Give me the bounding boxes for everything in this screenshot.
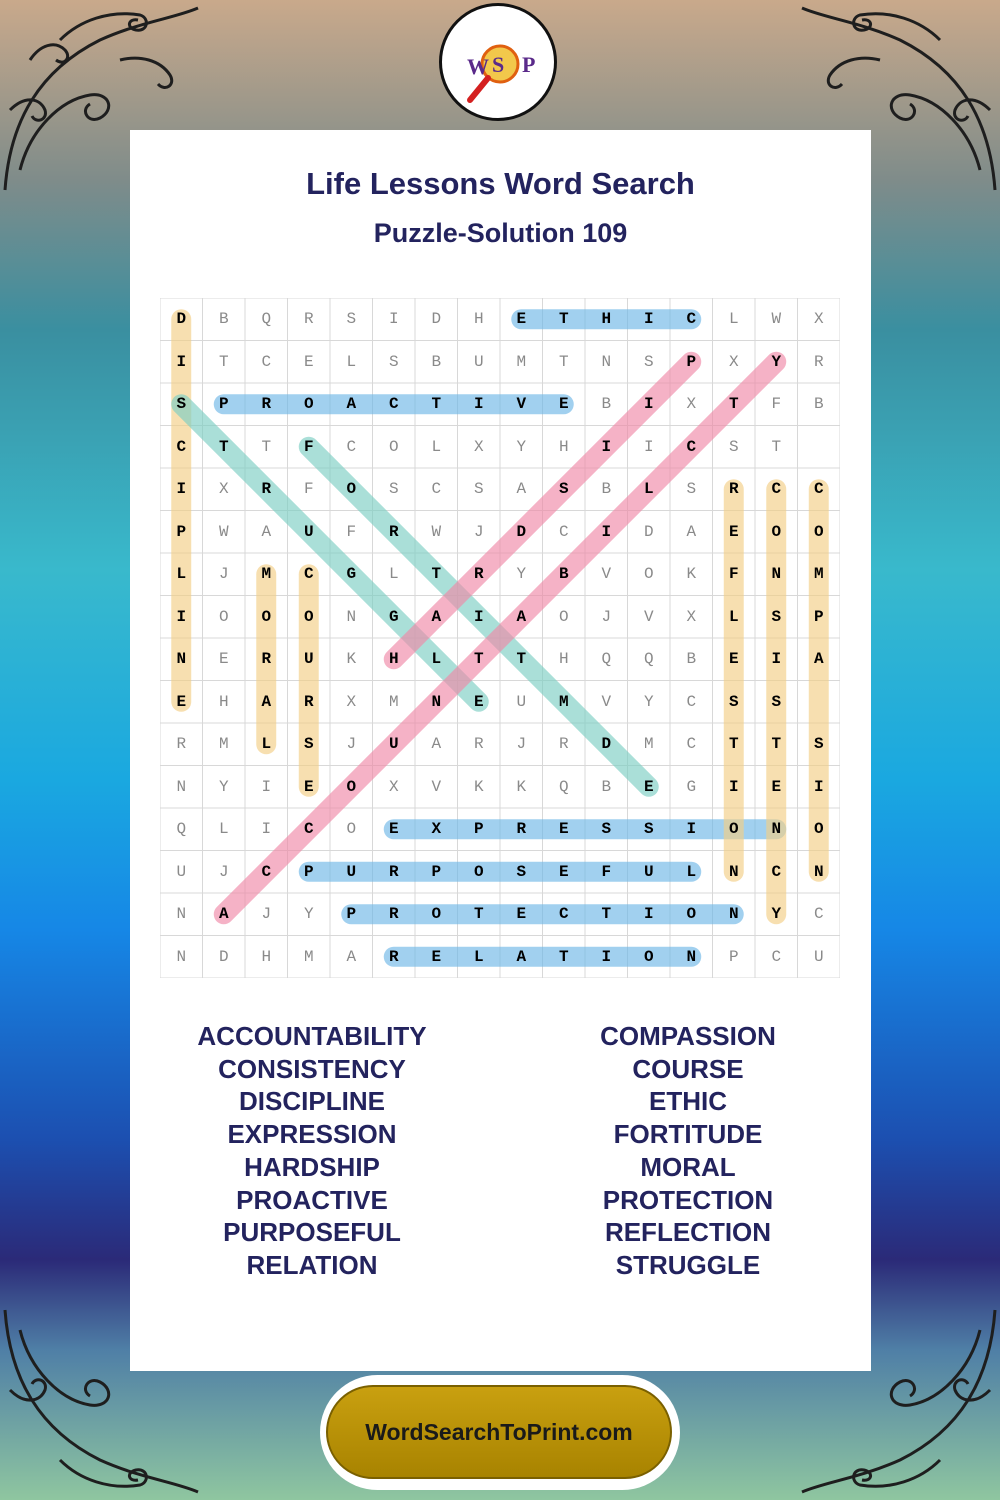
word-list-item: DISCIPLINE <box>239 1086 385 1117</box>
grid-cell: I <box>601 522 612 541</box>
grid-cell: S <box>303 735 314 754</box>
grid-cell: C <box>771 947 782 966</box>
grid-cell: A <box>431 735 442 754</box>
grid-cell: J <box>346 735 357 754</box>
grid-cell: R <box>388 522 399 541</box>
grid-cell: B <box>686 650 697 669</box>
word-list-item: RELATION <box>246 1249 378 1280</box>
grid-cell: P <box>473 820 484 839</box>
grid-cell: I <box>643 395 654 414</box>
grid-cell: Q <box>643 650 654 669</box>
grid-cell: T <box>558 310 569 329</box>
grid-cell: T <box>218 437 229 456</box>
grid-cell: C <box>303 565 314 584</box>
grid-cell: A <box>686 522 697 541</box>
grid-cell: E <box>643 777 654 796</box>
grid-cell: S <box>643 352 654 371</box>
grid-cell: M <box>218 735 229 754</box>
grid-cell: C <box>261 352 272 371</box>
footer-badge[interactable] <box>320 1375 680 1490</box>
site-logo[interactable] <box>439 3 557 121</box>
grid-cell: Y <box>643 692 654 711</box>
grid-cell: J <box>218 862 229 881</box>
grid-cell: I <box>601 437 612 456</box>
grid-cell: C <box>388 395 399 414</box>
page-subtitle: Puzzle-Solution 109 <box>373 218 628 248</box>
grid-cell: N <box>813 862 824 881</box>
grid-cell: N <box>728 862 739 881</box>
grid-cell: S <box>813 735 824 754</box>
grid-cell: P <box>218 395 229 414</box>
grid-cell: X <box>346 692 357 711</box>
word-list-left <box>142 1020 482 1282</box>
grid-cell: K <box>686 565 697 584</box>
grid-cell: I <box>388 310 399 329</box>
word-list-item: COMPASSION <box>600 1021 776 1051</box>
grid-cell: L <box>431 437 442 456</box>
grid-cell: F <box>303 437 314 456</box>
grid-cell: L <box>473 947 484 966</box>
grid-cell: L <box>346 352 357 371</box>
grid-cell: C <box>558 905 569 924</box>
grid-cell: S <box>771 607 782 626</box>
grid-cell: T <box>473 650 484 669</box>
word-list-item: MORAL <box>640 1151 736 1182</box>
grid-cell: D <box>601 735 612 754</box>
word-list-right <box>518 1020 858 1282</box>
grid-cell: N <box>601 352 612 371</box>
word-list-item: EXPRESSION <box>227 1119 397 1150</box>
grid-cell: M <box>813 565 824 584</box>
grid-cell: D <box>643 522 654 541</box>
grid-cell: O <box>813 820 824 839</box>
grid-cell: A <box>516 480 527 499</box>
grid-cell: Q <box>176 820 187 839</box>
grid-cell: C <box>686 310 697 329</box>
grid-cell: S <box>346 310 357 329</box>
word-list-item: PROACTIVE <box>236 1184 388 1215</box>
grid-cell: B <box>218 310 229 329</box>
grid-cell: O <box>643 565 654 584</box>
grid-cell: V <box>431 777 442 796</box>
grid-cell: W <box>771 310 782 329</box>
grid-cell: I <box>728 777 739 796</box>
grid-cell: S <box>686 480 697 499</box>
grid-cell: M <box>388 692 399 711</box>
grid-cell: M <box>558 692 569 711</box>
word-list-item: REFLECTION <box>604 1217 772 1248</box>
grid-cell: N <box>176 947 187 966</box>
grid-cell: O <box>686 905 697 924</box>
grid-cell: T <box>218 352 229 371</box>
grid-cell: R <box>303 310 314 329</box>
grid-cell: S <box>601 820 612 839</box>
grid-cell: G <box>388 607 399 626</box>
grid-cell: M <box>261 565 272 584</box>
grid-cell: I <box>261 777 272 796</box>
grid-cell: S <box>643 820 654 839</box>
grid-cell: D <box>516 522 527 541</box>
grid-cell: P <box>346 905 357 924</box>
grid-cell: D <box>431 310 442 329</box>
grid-cell: S <box>388 480 399 499</box>
grid-cell: S <box>176 395 187 414</box>
grid-cell: T <box>771 735 782 754</box>
grid-cell: V <box>601 692 612 711</box>
grid-cell: F <box>346 522 357 541</box>
grid-cell: L <box>728 310 739 329</box>
grid-cell: J <box>218 565 229 584</box>
word-list-item: ACCOUNTABILITY <box>197 1021 427 1051</box>
grid-cell: A <box>516 947 527 966</box>
grid-cell: U <box>813 947 824 966</box>
word-list-item: HARDSHIP <box>244 1151 380 1182</box>
grid-cell: N <box>728 905 739 924</box>
grid-cell: S <box>516 862 527 881</box>
grid-cell: U <box>176 862 187 881</box>
word-list-item: FORTITUDE <box>613 1119 763 1150</box>
grid-cell: B <box>601 777 612 796</box>
grid-cell: Y <box>771 905 782 924</box>
footer-link[interactable]: WordSearchToPrint.com <box>326 1385 672 1479</box>
grid-cell: A <box>346 395 357 414</box>
grid-cell: S <box>728 437 739 456</box>
grid-cell: X <box>813 310 824 329</box>
grid-cell: N <box>431 692 442 711</box>
grid-cell: T <box>473 905 484 924</box>
word-list-item: COURSE <box>632 1053 744 1084</box>
grid-cell: S <box>771 692 782 711</box>
grid-cell: P <box>813 607 824 626</box>
grid-cell: L <box>686 862 697 881</box>
word-list-item: STRUGGLE <box>615 1249 761 1280</box>
grid-cell: I <box>473 395 484 414</box>
grid-cell: E <box>728 650 739 669</box>
grid-cell: E <box>558 862 569 881</box>
grid-cell: I <box>813 777 824 796</box>
grid-cell: M <box>643 735 654 754</box>
word-list-item: PURPOSEFUL <box>223 1217 401 1248</box>
grid-cell: U <box>346 862 357 881</box>
grid-cell: T <box>728 395 739 414</box>
grid-cell: O <box>261 607 272 626</box>
grid-cell: E <box>218 650 229 669</box>
grid-cell: B <box>813 395 824 414</box>
grid-cell: E <box>303 777 314 796</box>
grid-cell: H <box>388 650 399 669</box>
grid-cell: R <box>516 820 527 839</box>
grid-cell: A <box>813 650 824 669</box>
grid-cell: L <box>728 607 739 626</box>
grid-cell: T <box>516 650 527 669</box>
grid-cell: R <box>176 735 187 754</box>
grid-cell: T <box>601 905 612 924</box>
grid-cell: H <box>218 692 229 711</box>
grid-cell: C <box>686 437 697 456</box>
grid-cell: Y <box>771 352 782 371</box>
grid-cell: O <box>346 820 357 839</box>
grid-cell: W <box>431 522 442 541</box>
grid-cell: I <box>601 947 612 966</box>
grid-cell: H <box>473 310 484 329</box>
grid-cell: N <box>771 565 782 584</box>
grid-cell: F <box>303 480 314 499</box>
grid-cell: H <box>558 437 569 456</box>
grid-cell: P <box>686 352 697 371</box>
grid-cell: P <box>431 862 442 881</box>
grid-cell: C <box>771 480 782 499</box>
svg-text:S: S <box>492 52 505 77</box>
grid-cell: E <box>176 692 187 711</box>
grid-cell: J <box>516 735 527 754</box>
grid-cell: U <box>516 692 527 711</box>
grid-cell: H <box>261 947 272 966</box>
grid-cell: O <box>388 437 399 456</box>
grid-cell: R <box>261 480 272 499</box>
grid-cell: R <box>558 735 569 754</box>
grid-cell: C <box>813 480 824 499</box>
grid-cell: X <box>388 777 399 796</box>
word-list-item: PROTECTION <box>602 1184 774 1215</box>
grid-cell: K <box>516 777 527 796</box>
grid-cell: L <box>431 650 442 669</box>
grid-cell: I <box>176 480 187 499</box>
grid-cell: H <box>558 650 569 669</box>
grid-cell: T <box>771 437 782 456</box>
grid-cell: O <box>473 862 484 881</box>
grid-cell: O <box>728 820 739 839</box>
svg-text:P: P <box>522 52 536 77</box>
grid-cell: T <box>558 352 569 371</box>
word-list-item: CONSISTENCY <box>218 1053 406 1084</box>
grid-cell: E <box>771 777 782 796</box>
grid-cell: L <box>643 480 654 499</box>
puzzle-sheet <box>130 130 871 1371</box>
grid-cell: C <box>771 862 782 881</box>
grid-cell: S <box>473 480 484 499</box>
grid-cell: V <box>601 565 612 584</box>
grid-cell: J <box>261 905 272 924</box>
page-title: Life Lessons Word Search <box>306 166 695 201</box>
grid-cell: S <box>558 480 569 499</box>
grid-cell: R <box>388 862 399 881</box>
grid-cell: T <box>728 735 739 754</box>
grid-cell: Y <box>218 777 229 796</box>
grid-cell: N <box>176 777 187 796</box>
grid-cell: E <box>388 820 399 839</box>
grid-cell: R <box>261 650 272 669</box>
grid-cell: E <box>303 352 314 371</box>
grid-cell: R <box>473 565 484 584</box>
grid-cell: X <box>686 607 697 626</box>
grid-cell: O <box>643 947 654 966</box>
grid-cell: C <box>558 522 569 541</box>
grid-cell: Y <box>516 437 527 456</box>
grid-cell: A <box>218 905 229 924</box>
grid-cell: I <box>686 820 697 839</box>
grid-cell: K <box>473 777 484 796</box>
grid-cell: O <box>813 522 824 541</box>
grid-cell: C <box>686 692 697 711</box>
grid-cell: Q <box>601 650 612 669</box>
grid-cell: D <box>218 947 229 966</box>
grid-cell: U <box>473 352 484 371</box>
grid-cell: F <box>771 395 782 414</box>
grid-cell: T <box>558 947 569 966</box>
grid-cell: O <box>218 607 229 626</box>
grid-cell: U <box>303 650 314 669</box>
grid-cell: E <box>431 947 442 966</box>
grid-cell: K <box>346 650 357 669</box>
grid-cell: W <box>218 522 229 541</box>
grid-cell: I <box>473 607 484 626</box>
magnifier-icon <box>442 6 554 118</box>
grid-cell: C <box>686 735 697 754</box>
grid-cell: R <box>813 352 824 371</box>
grid-cell: X <box>218 480 229 499</box>
grid-cell: N <box>346 607 357 626</box>
grid-cell: R <box>388 905 399 924</box>
grid-cell: B <box>601 480 612 499</box>
grid-cell: U <box>643 862 654 881</box>
grid-cell: R <box>303 692 314 711</box>
grid-cell: C <box>346 437 357 456</box>
grid-cell: M <box>516 352 527 371</box>
grid-cell: N <box>176 905 187 924</box>
grid-cell: M <box>303 947 314 966</box>
grid-cell: O <box>771 522 782 541</box>
grid-cell: R <box>728 480 739 499</box>
grid-cell: R <box>261 395 272 414</box>
grid-cell: B <box>558 565 569 584</box>
svg-text:W: W <box>467 54 489 79</box>
grid-cell: O <box>346 777 357 796</box>
grid-cell: X <box>431 820 442 839</box>
grid-cell: B <box>431 352 442 371</box>
grid-cell: L <box>176 565 187 584</box>
grid-cell: N <box>771 820 782 839</box>
grid-cell: T <box>261 437 272 456</box>
grid-cell: T <box>431 565 442 584</box>
grid-cell: V <box>643 607 654 626</box>
grid-cell: E <box>728 522 739 541</box>
grid-cell: R <box>388 947 399 966</box>
grid-cell: V <box>516 395 527 414</box>
grid-cell: I <box>643 437 654 456</box>
grid-cell: C <box>813 905 824 924</box>
grid-cell: Q <box>558 777 569 796</box>
grid-cell: I <box>643 310 654 329</box>
grid-cell: G <box>686 777 697 796</box>
grid-cell: F <box>728 565 739 584</box>
grid-cell: X <box>473 437 484 456</box>
grid-cell: E <box>473 692 484 711</box>
grid-cell: C <box>176 437 187 456</box>
grid-cell: I <box>771 650 782 669</box>
grid-cell: O <box>303 607 314 626</box>
grid-cell: I <box>261 820 272 839</box>
grid-cell: T <box>431 395 442 414</box>
grid-cell: C <box>303 820 314 839</box>
grid-cell: C <box>261 862 272 881</box>
grid-cell: O <box>303 395 314 414</box>
grid-cell: U <box>303 522 314 541</box>
grid-cell: C <box>431 480 442 499</box>
grid-cell: N <box>686 947 697 966</box>
grid-cell: P <box>728 947 739 966</box>
grid-cell: P <box>176 522 187 541</box>
grid-cell: B <box>601 395 612 414</box>
grid-cell: O <box>558 607 569 626</box>
grid-cell: A <box>431 607 442 626</box>
grid-cell: G <box>346 565 357 584</box>
grid-cell: E <box>558 395 569 414</box>
grid-cell: Q <box>261 310 272 329</box>
grid-cell: J <box>601 607 612 626</box>
grid-cell: F <box>601 862 612 881</box>
grid-cell: X <box>728 352 739 371</box>
grid-cell: A <box>516 607 527 626</box>
word-list-item: ETHIC <box>649 1086 727 1117</box>
grid-cell: L <box>261 735 272 754</box>
grid-cell: E <box>516 905 527 924</box>
grid-cell: P <box>303 862 314 881</box>
grid-cell: O <box>431 905 442 924</box>
grid-cell: E <box>516 310 527 329</box>
grid-cell: Y <box>303 905 314 924</box>
grid-cell: A <box>261 692 272 711</box>
grid-cell: D <box>176 310 187 329</box>
grid-cell: N <box>176 650 187 669</box>
grid-cell: S <box>728 692 739 711</box>
letter-grid <box>160 298 840 978</box>
grid-cell: I <box>643 905 654 924</box>
grid-cell: S <box>388 352 399 371</box>
grid-cell: L <box>218 820 229 839</box>
grid-cell: U <box>388 735 399 754</box>
grid-cell: I <box>176 352 187 371</box>
grid-cell: A <box>261 522 272 541</box>
grid-cell: O <box>346 480 357 499</box>
grid-cell: I <box>176 607 187 626</box>
grid-cell: Y <box>516 565 527 584</box>
grid-cell: X <box>686 395 697 414</box>
grid-cell: J <box>473 522 484 541</box>
grid-cell: L <box>388 565 399 584</box>
grid-cell: A <box>346 947 357 966</box>
grid-cell: R <box>473 735 484 754</box>
grid-cell: E <box>558 820 569 839</box>
grid-cell: H <box>601 310 612 329</box>
